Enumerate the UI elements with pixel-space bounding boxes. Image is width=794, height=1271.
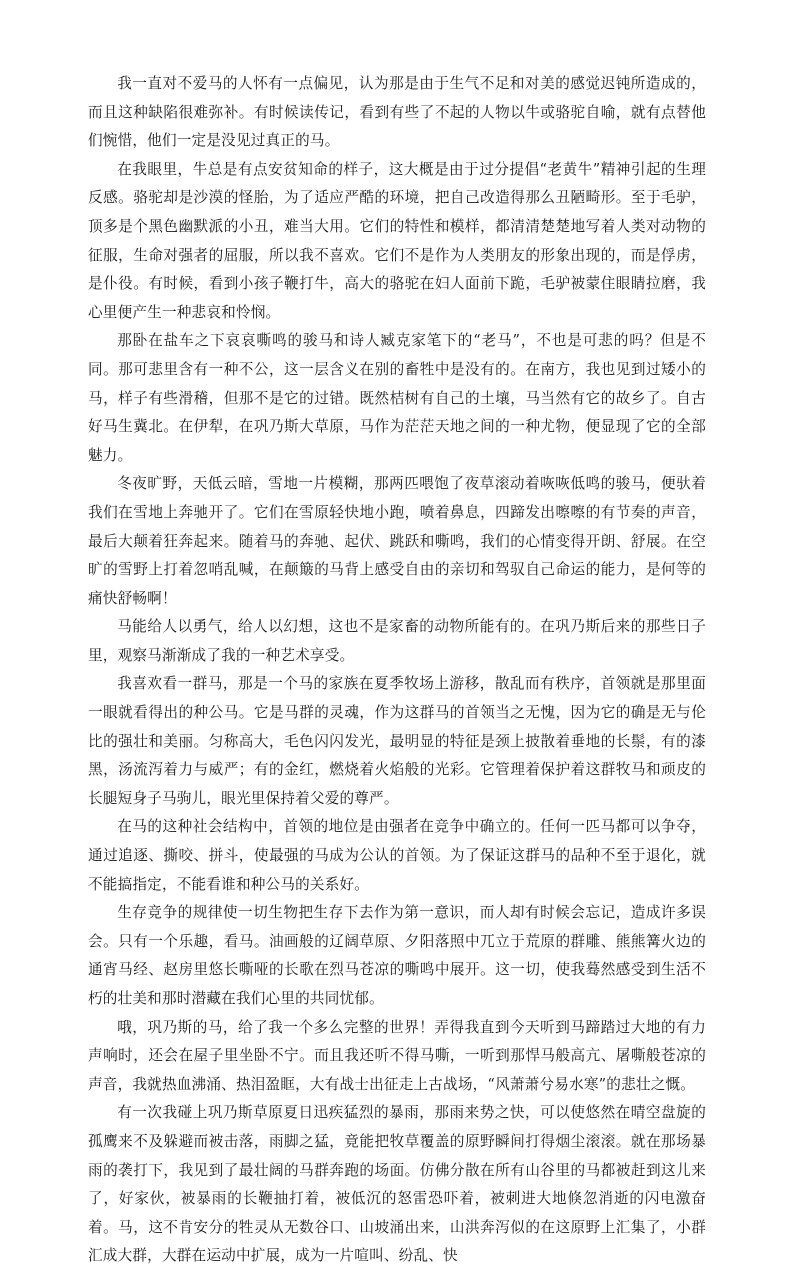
paragraph-5: 马能给人以勇气，给人以幻想，这也不是家畜的动物所能有的。在巩乃斯后来的那些日子里，观察马渐渐成了我的一种艺术享受。 <box>88 618 706 664</box>
paragraph-1: 我一直对不爱马的人怀有一点偏见，认为那是由于生气不足和对美的感觉迟钝所造成的，而且这种缺陷很难弥补。有时候读传记，看到有些了不起的人物以牛或骆驼自喻，就有点替他们惋惜，他们一定是没见过真正的马。 <box>88 75 706 150</box>
document-body <box>88 70 706 1271</box>
paragraph-3: 那卧在盐车之下哀哀嘶鸣的骏马和诗人臧克家笔下的“老马”，不也是可悲的吗？但是不同。那可悲里含有一种不公，这一层含义在别的畜牲中是没有的。在南方，我也见到过矮小的马，样子有些滑稽，但那不是它的过错。既然桔树有自己的土壤，马当然有它的故乡了。自古好马生冀北。在伊犁，在巩乃斯大草原，马作为茫茫天地之间的一种尤物，便显现了它的全部魅力。 <box>88 332 706 464</box>
paragraph-4: 冬夜旷野，天低云暗，雪地一片模糊，那两匹喂饱了夜草滚动着咴咴低鸣的骏马，便驮着我们在雪地上奔驰开了。它们在雪原轻快地小跑，喷着鼻息，四蹄发出嚓嚓的有节奏的声音，最后大颠着狂奔起来。随着马的奔驰、起伏、跳跃和嘶鸣，我们的心情变得开朗、舒展。在空旷的雪野上打着忽哨乱喊，在颠簸的马背上感受自由的亲切和驾驭自己命运的能力，是何等的痛快舒畅啊！ <box>88 475 706 607</box>
paragraph-2: 在我眼里，牛总是有点安贫知命的样子，这大概是由于过分提倡“老黄牛”精神引起的生理反感。骆驼却是沙漠的怪胎，为了适应严酷的环境，把自己改造得那么丑陋畸形。至于毛驴，顶多是个黑色幽默派的小丑，难当大用。它们的特性和模样，都清清楚楚地写着人类对动物的征服，生命对强者的屈服，所以我不喜欢。它们不是作为人类朋友的形象出现的，而是俘虏，是仆役。有时候，看到小孩子鞭打牛，高大的骆驼在妇人面前下跪，毛驴被蒙住眼睛拉磨，我心里便产生一种悲哀和怜悯。 <box>88 160 706 321</box>
paragraph-7: 在马的这种社会结构中，首领的地位是由强者在竞争中确立的。任何一匹马都可以争夺，通过追逐、撕咬、拼斗，使最强的马成为公认的首领。为了保证这群马的品种不至于退化，就不能搞指定，不能看谁和种公马的关系好。 <box>88 818 706 893</box>
paragraph-9: 哦，巩乃斯的马，给了我一个多么完整的世界！弄得我直到今天听到马蹄踏过大地的有力声响时，还会在屋子里坐卧不宁。而且我还听不得马嘶，一听到那悍马般高亢、屠嘶般苍凉的声音，我就热血沸涌、热泪盈眶，大有战士出征走上古战场，“风萧萧兮易水寒”的悲壮之慨。 <box>88 1018 706 1093</box>
paragraph-6: 我喜欢看一群马，那是一个马的家族在夏季牧场上游移，散乱而有秩序，首领就是那里面一眼就看得出的种公马。它是马群的灵魂，作为这群马的首领当之无愧，因为它的确是无与伦比的强壮和美丽。匀称高大，毛色闪闪发光，最明显的特征是颈上披散着垂地的长鬃，有的漆黑，汤流泻着力与威严；有的金红，燃烧着火焰般的光彩。它管理着保护着这群牧马和顽皮的长腿短身子马驹儿，眼光里保持着父爱的尊严。 <box>88 675 706 807</box>
paragraph-8: 生存竞争的规律使一切生物把生存下去作为第一意识，而人却有时候会忘记，造成许多误会。只有一个乐趣，看马。油画般的辽阔草原、夕阳落照中兀立于荒原的群雕、熊熊篝火边的通宵马经、赵房里悠长嘶哑的长歌在烈马苍凉的嘶鸣中展开。这一切，使我蓦然感受到生活不朽的壮美和那时潜藏在我们心里的共同忧郁。 <box>88 904 706 1007</box>
paragraph-10: 有一次我碰上巩乃斯草原夏日迅疾猛烈的暴雨，那雨来势之快，可以使悠然在晴空盘旋的孤鹰来不及躲避而被击落，雨脚之猛，竟能把牧草覆盖的原野瞬间打得烟尘滚滚。就在那场暴雨的袭打下，我见到了最壮阔的马群奔跑的场面。仿佛分散在所有山谷里的马都被赶到这儿来了，好家伙，被暴雨的长鞭抽打着，被低沉的怒雷恐吓着，被刺进大地倏忽消逝的闪电激奋着。马，这不肯安分的牲灵从无数谷口、山坡涌出来，山洪奔泻似的在这原野上汇集了，小群汇成大群，大群在运动中扩展，成为一片喧叫、纷乱、快 <box>88 1104 706 1265</box>
